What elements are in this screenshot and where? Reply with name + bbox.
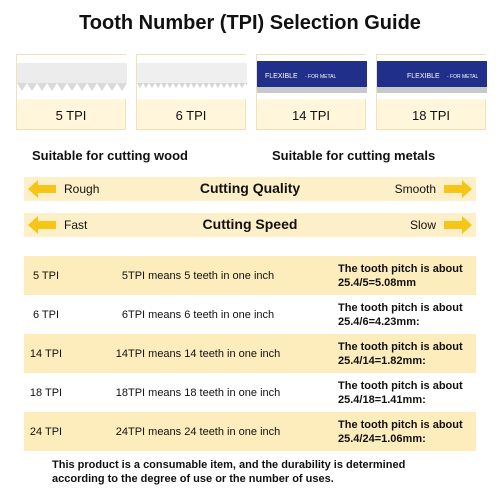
blade-image-14tpi bbox=[257, 55, 367, 99]
pitch-cell bbox=[328, 295, 476, 334]
scale-low-label: Fast bbox=[64, 218, 88, 232]
arrow-right-icon bbox=[444, 180, 472, 198]
blade-gallery bbox=[16, 54, 486, 130]
tpi-cell: 18 TPI bbox=[24, 373, 68, 412]
pitch-line-2: 25.4/5=5.08mm bbox=[338, 276, 416, 289]
suitable-wood-heading: Suitable for cutting wood bbox=[32, 148, 188, 163]
pitch-line-1: The tooth pitch is about bbox=[338, 262, 463, 275]
table-row bbox=[24, 412, 476, 451]
blade-label: 14 TPI bbox=[291, 108, 331, 123]
cutting-quality-scale bbox=[24, 175, 476, 203]
pitch-line-2: 25.4/6=4.23mm: bbox=[338, 315, 420, 328]
suitable-metal-heading: Suitable for cutting metals bbox=[272, 148, 436, 163]
pitch-line-1: The tooth pitch is about bbox=[338, 340, 463, 353]
scale-low-label: Rough bbox=[64, 182, 100, 196]
pitch-line-2: 25.4/24=1.06mm: bbox=[338, 432, 426, 445]
pitch-cell bbox=[328, 412, 476, 451]
blade-image-6tpi bbox=[137, 55, 247, 99]
blade-image-18tpi bbox=[377, 55, 487, 99]
cutting-speed-scale bbox=[24, 211, 476, 239]
tpi-spec-table bbox=[24, 256, 476, 451]
pitch-line-1: The tooth pitch is about bbox=[338, 379, 463, 392]
blade-card-14tpi bbox=[256, 54, 366, 130]
scale-title bbox=[24, 216, 476, 232]
scale-high-label: Smooth bbox=[394, 182, 436, 196]
scale-high-label: Slow bbox=[409, 218, 436, 232]
footnote: This product is a consumable item, and the durability is determined according to the degree of use or the number of uses. bbox=[52, 459, 406, 485]
tpi-cell: 24 TPI bbox=[24, 412, 68, 451]
pitch-cell bbox=[328, 373, 476, 412]
meaning-cell: 5TPI means 5 teeth in one inch bbox=[68, 256, 328, 295]
arrow-right-icon bbox=[444, 216, 472, 234]
meaning-cell: 14TPI means 14 teeth in one inch bbox=[68, 334, 328, 373]
table-row bbox=[24, 295, 476, 334]
blade-label: 5 TPI bbox=[55, 108, 87, 123]
pitch-line-1: The tooth pitch is about bbox=[338, 418, 463, 431]
blade-card-6tpi bbox=[136, 54, 246, 130]
table-row bbox=[24, 256, 476, 295]
blade-print-sub: - FOR METAL bbox=[305, 74, 337, 80]
table-row bbox=[24, 373, 476, 412]
pitch-line-1: The tooth pitch is about bbox=[338, 301, 463, 314]
blade-print-main: FLEXIBLE bbox=[407, 73, 440, 80]
scale-title-text: Cutting Speed bbox=[197, 216, 304, 232]
pitch-cell bbox=[328, 256, 476, 295]
meaning-cell: 24TPI means 24 teeth in one inch bbox=[68, 412, 328, 451]
table-row bbox=[24, 334, 476, 373]
tpi-cell: 5 TPI bbox=[24, 256, 68, 295]
tpi-cell: 14 TPI bbox=[24, 334, 68, 373]
blade-card-18tpi bbox=[376, 54, 486, 130]
tpi-cell: 6 TPI bbox=[24, 295, 68, 334]
meaning-cell: 18TPI means 18 teeth in one inch bbox=[68, 373, 328, 412]
pitch-cell bbox=[328, 334, 476, 373]
blade-label: 18 TPI bbox=[411, 108, 451, 123]
pitch-line-2: 25.4/18=1.41mm: bbox=[338, 393, 426, 406]
blade-card-5tpi bbox=[16, 54, 126, 130]
blade-print-sub: - FOR METAL bbox=[447, 74, 479, 80]
blade-print-main: FLEXIBLE bbox=[265, 73, 298, 80]
blade-label: 6 TPI bbox=[175, 108, 207, 123]
blade-image-5tpi bbox=[17, 55, 127, 99]
meaning-cell: 6TPI means 6 teeth in one inch bbox=[68, 295, 328, 334]
scale-title-text: Cutting Quality bbox=[194, 180, 306, 196]
page-title: Tooth Number (TPI) Selection Guide bbox=[79, 12, 421, 34]
pitch-line-2: 25.4/14=1.82mm: bbox=[338, 354, 426, 367]
